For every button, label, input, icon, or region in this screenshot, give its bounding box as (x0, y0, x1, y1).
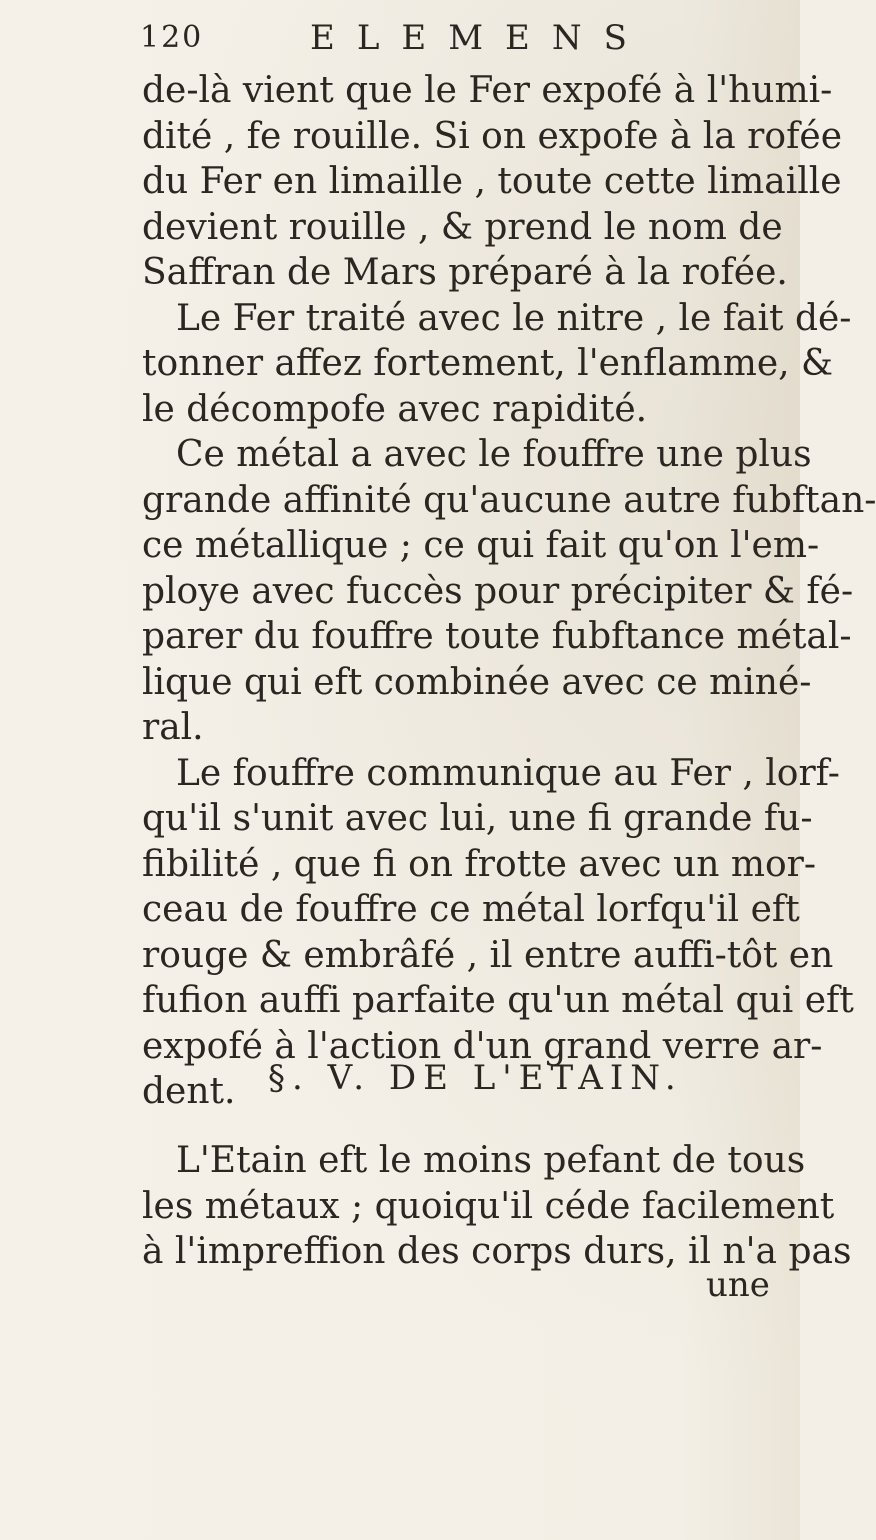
text-line: ceau de fouffre ce métal lorfqu'il eft (142, 889, 800, 930)
paragraph-start-line: Le Fer traité avec le nitre , le fait dé- (176, 297, 852, 339)
section-heading: §. V. DE L'ETAIN. (268, 1058, 683, 1098)
text-line: les métaux ; quoiqu'il céde facilement (142, 1185, 835, 1227)
text-line: de-là vient que le Fer expofé à l'humi- (142, 70, 833, 111)
text-line: qu'il s'unit avec lui, une fi grande fu- (142, 798, 813, 839)
text-line: devient rouille , & prend le nom de (142, 206, 783, 248)
text-line: tonner affez fortement, l'enflamme, & (142, 343, 834, 384)
text-line: rouge & embrâfé , il entre auffi-tôt en (142, 934, 834, 976)
page-number: 120 (140, 20, 204, 55)
text-line: parer du fouffre toute fubftance métal- (142, 616, 852, 657)
paragraph-start-line: Ce métal a avec le fouffre une plus (176, 434, 812, 475)
text-line: fibilité , que fi on frotte avec un mor- (142, 843, 817, 885)
text-line: Saffran de Mars préparé à la rofée. (142, 252, 788, 293)
text-line: le décompofe avec rapidité. (142, 388, 648, 430)
running-title: ELEMENS (310, 18, 649, 58)
text-line: grande affinité qu'aucune autre fubftan- (142, 479, 876, 521)
text-line: du Fer en limaille , toute cette limaille (142, 161, 842, 202)
text-line: lique qui eft combinée avec ce miné- (142, 661, 812, 703)
paragraph-start-line: L'Etain eft le moins pefant de tous (176, 1140, 806, 1181)
text-line: expofé à l'action d'un grand verre ar- (142, 1025, 823, 1067)
text-line: ral. (142, 707, 204, 748)
main-text (142, 68, 876, 1115)
text-line: à l'impreffion des corps durs, il n'a pas (142, 1231, 852, 1272)
running-head (140, 14, 700, 66)
section-text (142, 1138, 852, 1275)
paragraph-start-line: Le fouffre communique au Fer , lorf- (176, 752, 840, 794)
text-line: dité , fe rouille. Si on expofe à la rofée (142, 115, 842, 157)
text-line: ploye avec fuccès pour précipiter & fé- (142, 570, 854, 612)
text-line: dent. (142, 1071, 236, 1112)
text-line: ce métallique ; ce qui fait qu'on l'em- (142, 525, 820, 566)
catchword: une (706, 1265, 770, 1305)
text-line: fufion auffi parfaite qu'un métal qui eft (142, 980, 854, 1021)
